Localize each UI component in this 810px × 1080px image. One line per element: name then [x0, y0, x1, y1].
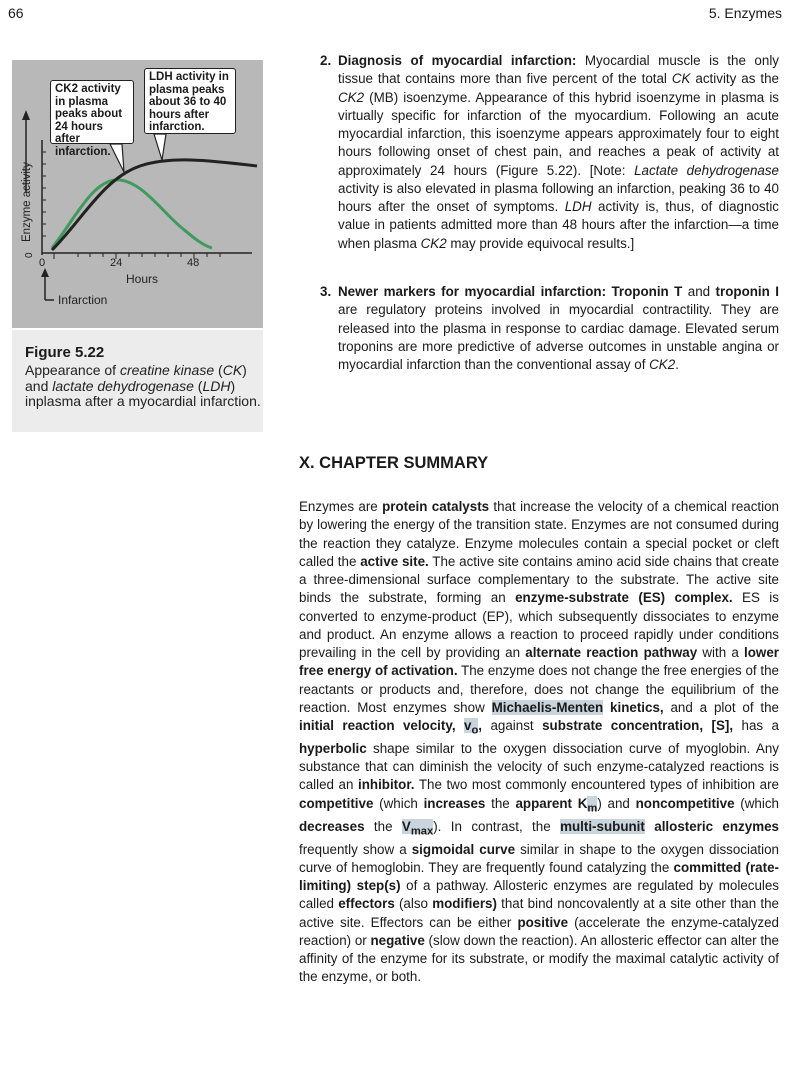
x-tick-0: 0 [39, 257, 46, 269]
figure-5-22 [12, 60, 263, 432]
infarction-label: Infarction [58, 293, 108, 307]
section-title: X. CHAPTER SUMMARY [299, 454, 489, 472]
y-axis-label: Enzyme activity [21, 162, 33, 242]
figure-title: Figure 5.22 [25, 344, 105, 361]
page-number: 66 [8, 5, 24, 21]
ck2-callout: CK2 activity in plasma peaks about 24 hours after infarction. [50, 80, 134, 144]
chapter-summary-paragraph: Enzymes are protein catalysts that increase the velocity of a chemical reaction by lowering the energy of the transition state. Enzymes are not consumed during the reaction they catalyze. Enzyme molecules contain a special pocket or cleft called the active site. The active site contains amino acid side chains that create a three-dimensional surface complementary to the substrate. The active site binds the substrate, forming an enzyme-substrate (ES) complex. ES is converted to enzyme-product (EP), which subsequently dissociates to enzyme and product. An enzyme allows a reaction to proceed rapidly under conditions prevailing in the cell by providing an alternate reaction pathway with a lower free energy of activation. The enzyme does not change the free energies of the reactants or products and, therefore, does not change the equilibrium of the reaction. Most enzymes show Michaelis-Menten kinetics, and a plot of the initial reaction velocity, $v_o$, against substrate concentration, [S], has a hyperbolic shape similar to the oxygen dissociation curve of myoglobin. Any substance that can diminish the velocity of such enzyme-catalyzed reactions is called an inhibitor. The two most commonly encountered types of inhibition are competitive (which increases the apparent $K_m$) and noncompetitive (which decreases the $V_{max}$). In contrast, the multi-subunit allosteric enzymes frequently show a sigmoidal curve similar in shape to the oxygen dissociation curve of hemoglobin. They are frequently found catalyzing the committed (rate-limiting) step(s) of a pathway. Allosteric enzymes are regulated by molecules called effectors (also modifiers) that bind noncovalently at a site other than the active site. Effectors can be either positive (accelerate the enzyme-catalyzed reaction) or negative (slow down the reaction). An allosteric effector can alter the affinity of the enzyme for its substrate, or modify the maximal catalytic activity of the enzyme, or both. [299, 499, 780, 985]
chapter-header: 5. Enzymes [708, 5, 782, 21]
ldh-callout-pointer [154, 134, 166, 160]
figure-caption: Appearance of creatine kinase (CK) and lactate dehydrogenase (LDH) inplasma after a myocardial infarction. [25, 362, 261, 409]
list-number: 3. [320, 284, 332, 299]
figure-chart [12, 60, 263, 330]
x-tick-24: 24 [110, 257, 123, 269]
list-item-text: Newer markers for myocardial infarction: Troponin T and troponin I are regulatory proteins involved in myocardial contractility. They are released into the plasma in response to cardiac damage. Elevated serum troponins are more predictive of adverse outcomes in unstable angina or myocardial infarction than the conventional assay of CK2. [338, 284, 779, 372]
y-axis-arrowhead [22, 110, 30, 120]
x-tick-48: 48 [187, 257, 200, 269]
y-zero-label: 0 [24, 252, 35, 258]
ldh-callout: LDH activity in plasma peaks about 36 to 40 hours after infarction. [144, 68, 236, 134]
infarction-arrowhead [41, 268, 49, 277]
ck2-callout-pointer [110, 144, 124, 172]
ck2-curve [52, 180, 212, 248]
list-item-text: Diagnosis of myocardial infarction: Myocardial muscle is the only tissue that contains more than five percent of the total CK activity as the CK2 (MB) isoenzyme. Appearance of this hybrid isoenzyme in plasma is virtually specific for infarction of the myocardium. Following an acute myocardial infarction, this isoenzyme appears approximately four to eight hours following onset of chest pain, and reaches a peak of activity at approximately 24 hours (Figure 5.22). [Note: Lactate dehydrogenase activity is also elevated in plasma following an infarction, peaking 36 to 40 hours after the onset of symptoms. LDH activity is, thus, of diagnostic value in patients admitted more than 48 hours after the infarction—a time when plasma CK2 may provide equivocal results.] [338, 53, 780, 251]
x-axis-label: Hours [126, 272, 159, 286]
list-number: 2. [320, 53, 332, 68]
